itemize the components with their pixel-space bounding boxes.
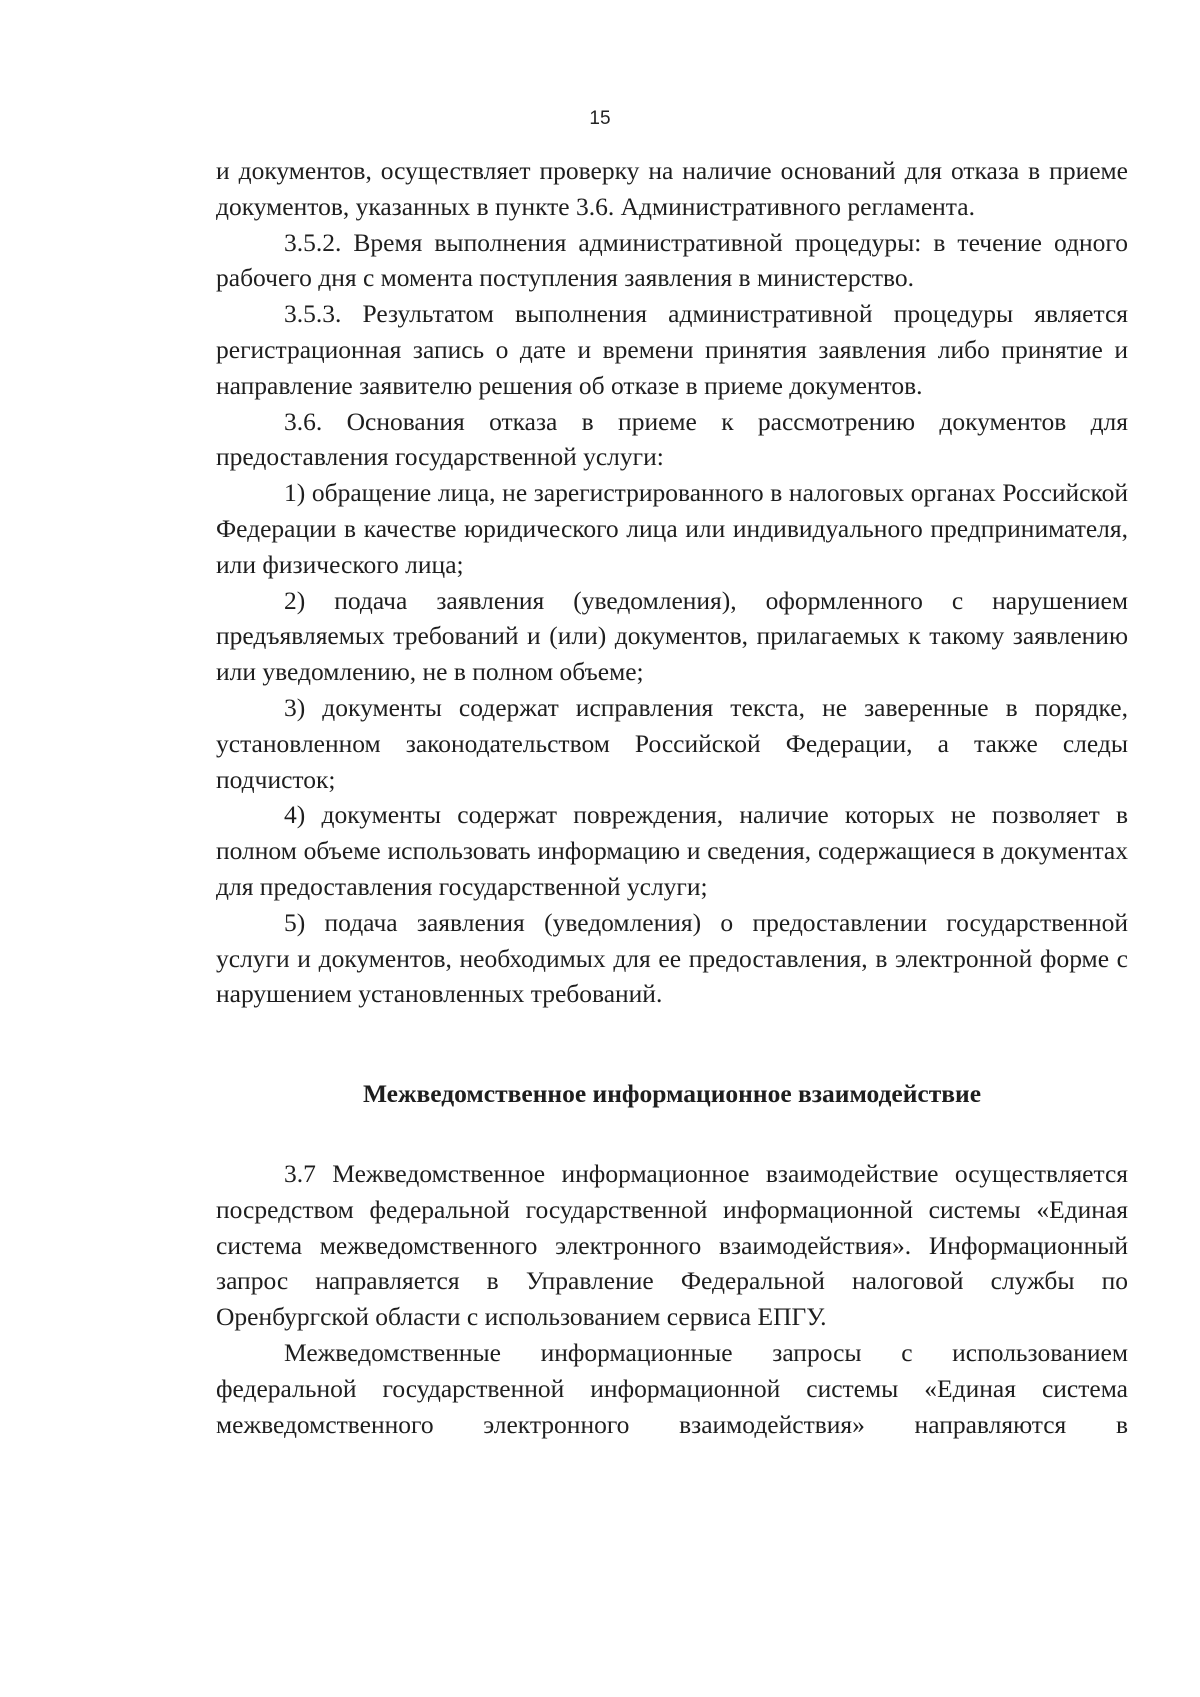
paragraph-3-5-2: 3.5.2. Время выполнения административной процедуры: в течение одного рабочего дня с момента поступления заявления в министерство. xyxy=(216,227,1128,293)
paragraph-3-7: 3.7 Межведомственное информационное взаимодействие осуществляется посредством федеральной государственной информационной системы «Единая система межведомственного электронного взаимодействия». Информационный запрос направляется в Управление Федеральной налоговой службы по Оренбургской области с использованием сервиса ЕПГУ. xyxy=(216,1158,1128,1332)
paragraph-3-6: 3.6. Основания отказа в приеме к рассмотрению документов для предоставления государственной услуги: xyxy=(216,406,1128,472)
list-item-4: 4) документы содержат повреждения, наличие которых не позволяет в полном объеме использовать информацию и сведения, содержащиеся в документах для предоставления государственной услуги; xyxy=(216,800,1128,901)
document-body xyxy=(216,153,1128,1442)
paragraph-continuation: и документов, осуществляет проверку на наличие оснований для отказа в приеме документов, указанных в пункте 3.6. Административного регламента. xyxy=(216,156,1128,221)
list-item-2: 2) подача заявления (уведомления), оформленного с нарушением предъявляемых требований и (или) документов, прилагаемых к такому заявлению или уведомлению, не в полном объеме; xyxy=(216,585,1128,687)
paragraph-3-5-3: 3.5.3. Результатом выполнения административной процедуры является регистрационная запись о дате и времени принятия заявления либо принятие и направление заявителю решения об отказе в приеме документов. xyxy=(216,299,1128,400)
list-item-5: 5) подача заявления (уведомления) о предоставлении государственной услуги и документов, необходимых для ее предоставления, в электронной форме с нарушением установленных требований. xyxy=(216,907,1128,1009)
page-number: 15 xyxy=(589,108,611,129)
list-item-1: 1) обращение лица, не зарегистрированного в налоговых органах Российской Федерации в качестве юридического лица или индивидуального предпринимателя, или физического лица; xyxy=(216,478,1128,579)
section-heading: Межведомственное информационное взаимодействие xyxy=(362,1079,982,1109)
paragraph-interagency-requests: Межведомственные информационные запросы с использованием федеральной государственной информационной системы «Единая система межведомственного электронного взаимодействия» направляются в xyxy=(216,1337,1128,1439)
list-item-3: 3) документы содержат исправления текста, не заверенные в порядке, установленном законодательством Российской Федерации, а также следы подчисток; xyxy=(216,692,1128,794)
